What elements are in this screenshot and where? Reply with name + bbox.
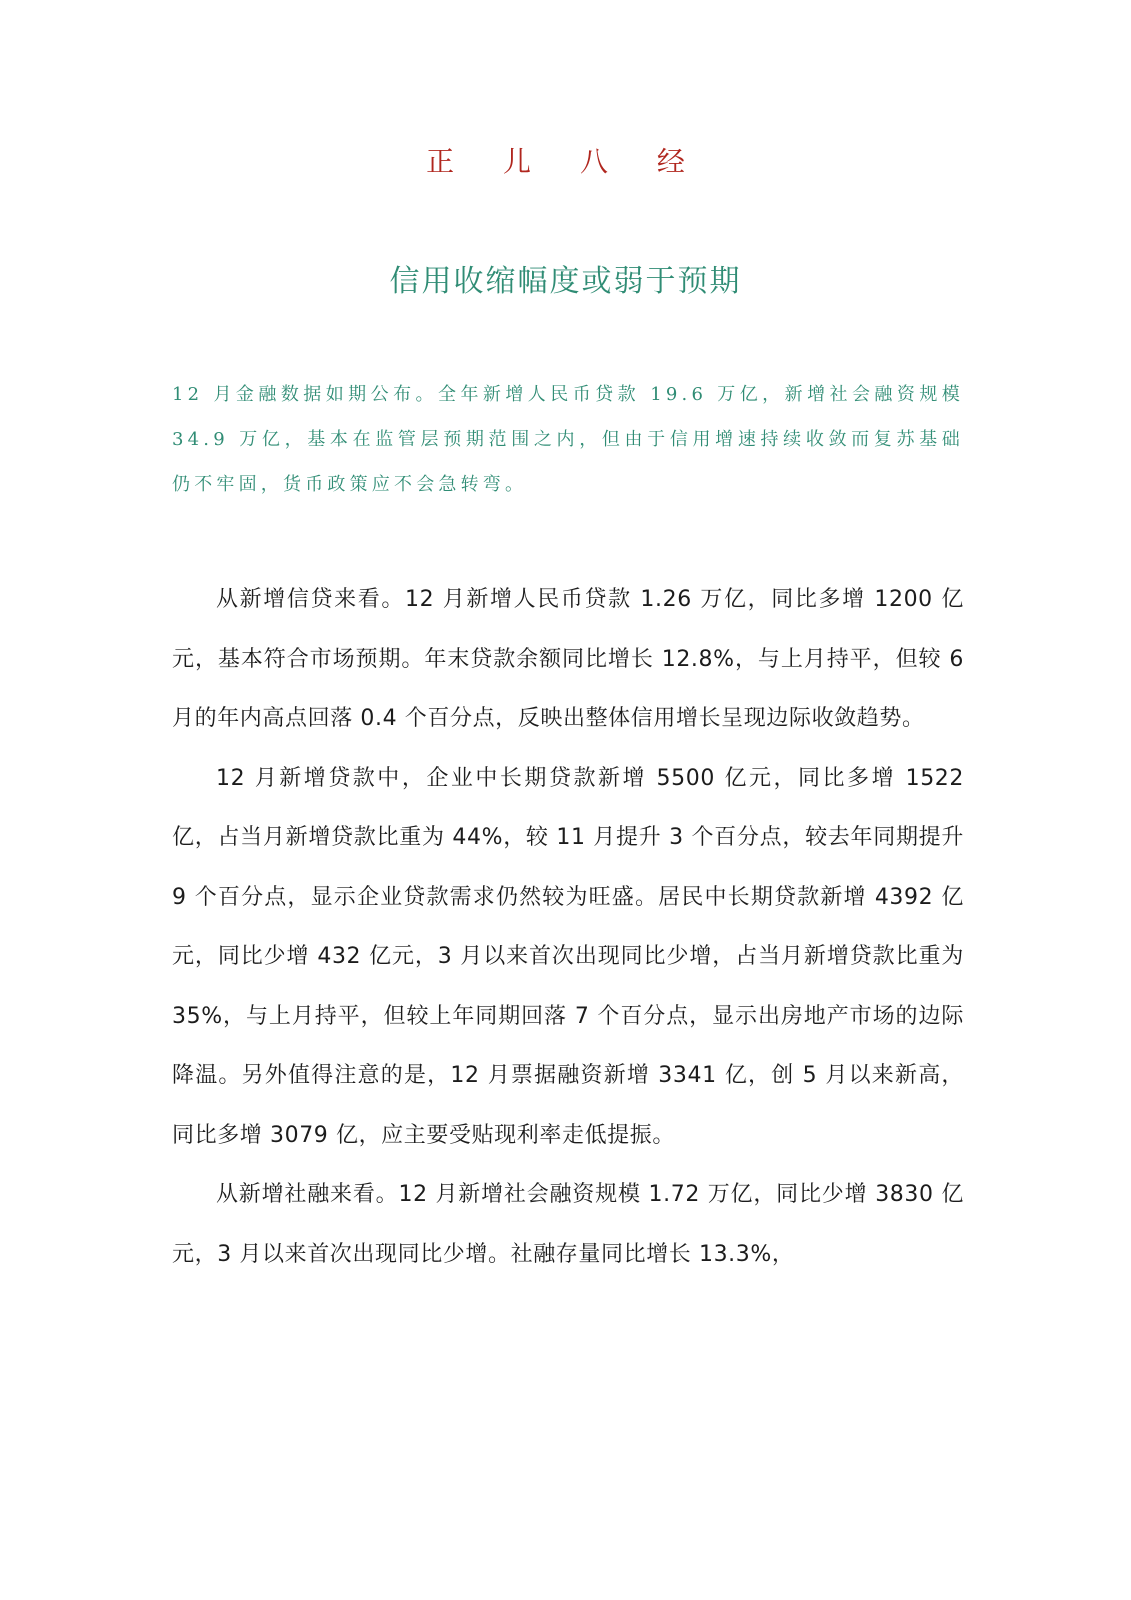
- column-masthead: 正 儿 八 经: [426, 145, 705, 178]
- body-paragraph-social-financing: 从新增社融来看。12 月新增社会融资规模 1.72 万亿，同比少增 3830 亿元，3 月以来首次出现同比少增。社融存量同比增长 13.3%，: [172, 1182, 964, 1267]
- body-paragraph-loan-structure: 12 月新增贷款中，企业中长期贷款新增 5500 亿元，同比多增 1522 亿，占当月新增贷款比重为 44%，较 11 月提升 3 个百分点，较去年同期提升 9 个百分点，显示企业贷款需求仍然较为旺盛。居民中长期贷款新增 4392 亿元，同比少增 432 亿元，3 月以来首次出现同比少增，占当月新增贷款比重为 35%，与上月持平，但较上年同期回落 7 个百分点，显示出房地产市场的边际降温。另外值得注意的是，12 月票据融资新增 3341 亿，创 5 月以来新高，同比多增 3079 亿，应主要受贴现利率走低提振。: [172, 765, 964, 1148]
- article-body: [172, 570, 964, 1284]
- article-abstract: 12 月金融数据如期公布。全年新增人民币贷款 19.6 万亿，新增社会融资规模 34.9 万亿，基本在监管层预期范围之内，但由于信用增速持续收敛而复苏基础仍不牢固，货币政策应不会急转弯。: [172, 384, 964, 495]
- body-paragraph-credit: 从新增信贷来看。12 月新增人民币贷款 1.26 万亿，同比多增 1200 亿元，基本符合市场预期。年末贷款余额同比增长 12.8%，与上月持平，但较 6 月的年内高点回落 0.4 个百分点，反映出整体信用增长呈现边际收敛趋势。: [172, 587, 964, 731]
- article-headline: 信用收缩幅度或弱于预期: [389, 264, 742, 299]
